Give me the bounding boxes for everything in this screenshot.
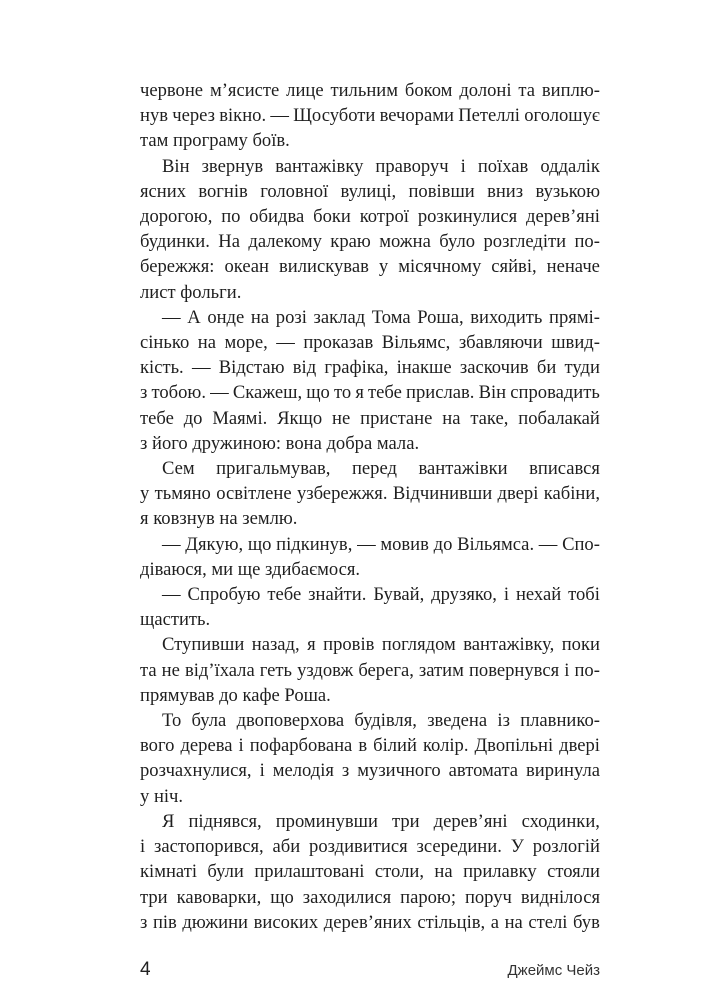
text-line: у ніч. [140,785,184,807]
text-line: дорогою, по обидва боки котрої розкинулися дерев’яні [140,206,600,228]
text-line: я ковзнув на землю. [140,508,298,530]
text-line: Він звернув вантажівку праворуч і поїхав оддалік [162,155,600,177]
text-line: сінько на море, — проказав Вільямс, збавляючи швид- [140,332,600,354]
text-line: То була двоповерхова будівля, зведена із плавнико- [162,710,600,732]
text-line: Я піднявся, проминувши три дерев’яні сходинки, [162,810,600,832]
text-line: з його дружиною: вона добра мала. [140,432,420,454]
running-footer-author: Джеймс Чейз [507,962,600,979]
text-line: — А онде на розі заклад Тома Роша, виходить прямі- [162,306,600,328]
text-line: лист фольги. [140,281,242,303]
text-line: прямував до кафе Роша. [140,684,331,706]
text-line: і застопорився, аби роздивитися зсередини. У розлогій [140,836,600,858]
text-line: кість. — Відстаю від графіка, інакше заскочив би туди [140,357,600,379]
text-line: будинки. На далекому краю можна було розгледіти по- [140,231,600,253]
text-line: у тьмяно освітлене узбережжя. Відчинивши двері кабіни, [140,483,600,505]
text-line: нув через вікно. — Щосуботи вечорами Петеллі оголошує [140,105,600,127]
book-page-body [140,78,600,935]
page-number: 4 [140,959,151,980]
text-line: з пів дюжини високих дерев’яних стільців, а на стелі був [140,911,600,933]
text-line: бережжя: океан вилискував у місячному сяйві, неначе [140,256,600,278]
text-line: Сем пригальмував, перед вантажівки вписався [162,458,600,480]
text-line: та не від’їхала геть уздовж берега, затим повернувся і по- [140,659,600,681]
text-line: червоне м’ясисте лице тильним боком долоні та виплю- [140,80,600,101]
text-line: — Спробую тебе знайти. Бувай, друзяко, і нехай тобі [162,584,600,606]
text-line: вого дерева і пофарбована в білий колір. Двопільні двері [140,735,600,757]
text-line: Ступивши назад, я провів поглядом вантажівку, поки [162,634,600,656]
text-line: щастить. [140,609,211,631]
text-line: там програму боїв. [140,130,290,152]
text-line: розчахнулися, і мелодія з музичного автомата виринула [140,760,600,782]
text-line: діваюся, ми ще здибаємося. [140,558,361,580]
text-line: кімнаті були прилаштовані столи, на прилавку стояли [140,861,600,883]
text-line: — Дякую, що підкинув, — мовив до Вільямса. — Спо- [162,533,600,555]
text-line: тебе до Маямі. Якщо не пристане на таке, побалакай [140,407,600,429]
text-line: з тобою. — Скажеш, що то я тебе прислав. Він спровадить [140,382,600,404]
text-line: три кавоварки, що заходилися парою; поруч виднілося [140,886,600,908]
text-line: ясних вогнів головної вулиці, повівши вниз вузькою [140,180,600,202]
